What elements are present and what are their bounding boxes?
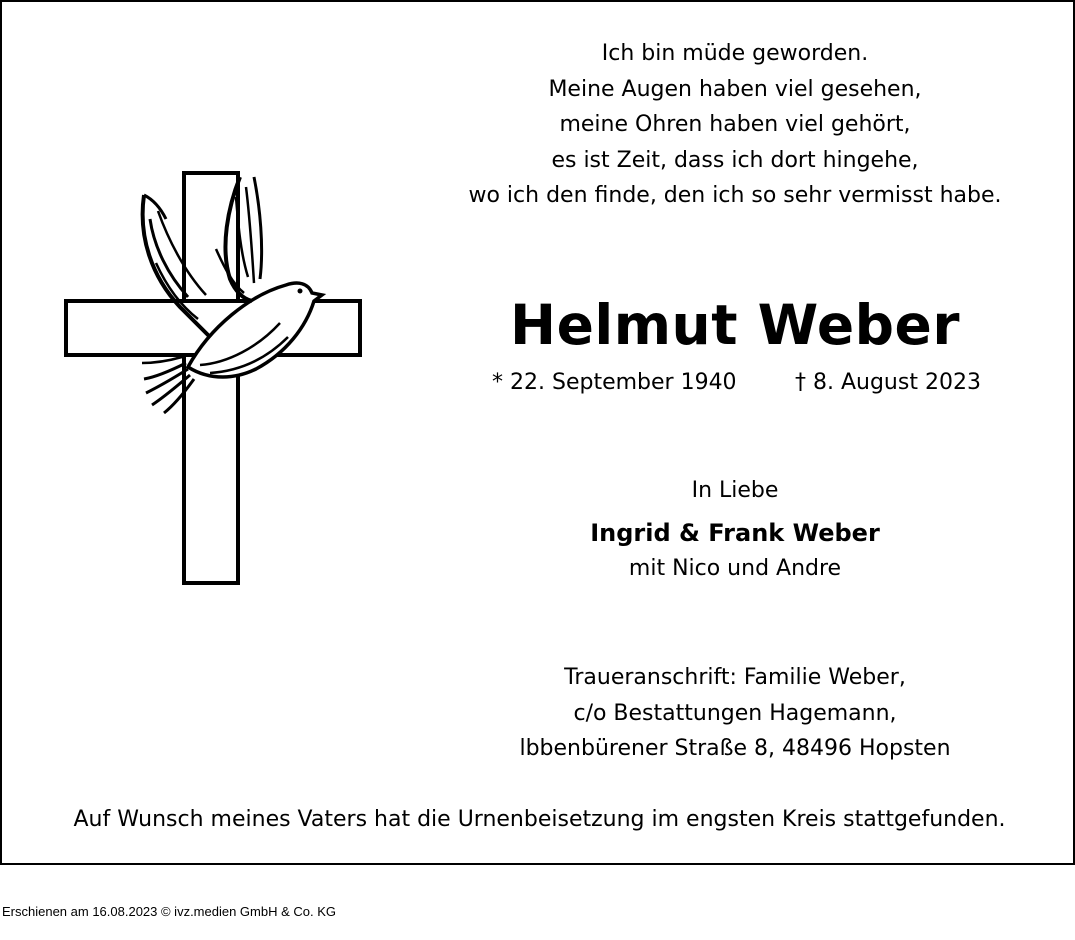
poem-line: wo ich den finde, den ich so sehr vermisst habe. (468, 183, 1002, 208)
burial-note: Auf Wunsch meines Vaters hat die Urnenbeisetzung im engsten Kreis stattgefunden. (73, 807, 1006, 832)
poem (397, 36, 1073, 214)
mourners-family: Ingrid & Frank Weber (590, 519, 880, 547)
cross-with-dove-icon (60, 167, 368, 592)
death-date: † 8. August 2023 (795, 370, 981, 395)
poem-line: Meine Augen haben viel gesehen, (548, 76, 922, 102)
birth-date: * 22. September 1940 (492, 370, 737, 395)
address-line: lbbenbürener Straße 8, 48496 Hopsten (519, 736, 951, 761)
poem-line: Ich bin müde geworden. (601, 41, 869, 66)
deceased-name: Helmut Weber (510, 293, 960, 357)
mourners-intro: In Liebe (691, 478, 779, 503)
publication-footer: Erschienen am 16.08.2023 © ivz.medien GmbH & Co. KG (2, 904, 337, 919)
mourning-address (397, 660, 1073, 767)
mourners-children: mit Nico und Andre (628, 556, 842, 581)
poem-line: meine Ohren haben viel gehört, (559, 112, 911, 137)
poem-line: es ist Zeit, dass ich dort hingehe, (551, 147, 919, 173)
address-line: Traueranschrift: Familie Weber, (564, 665, 906, 690)
address-line: c/o Bestattungen Hagemann, (573, 700, 897, 726)
